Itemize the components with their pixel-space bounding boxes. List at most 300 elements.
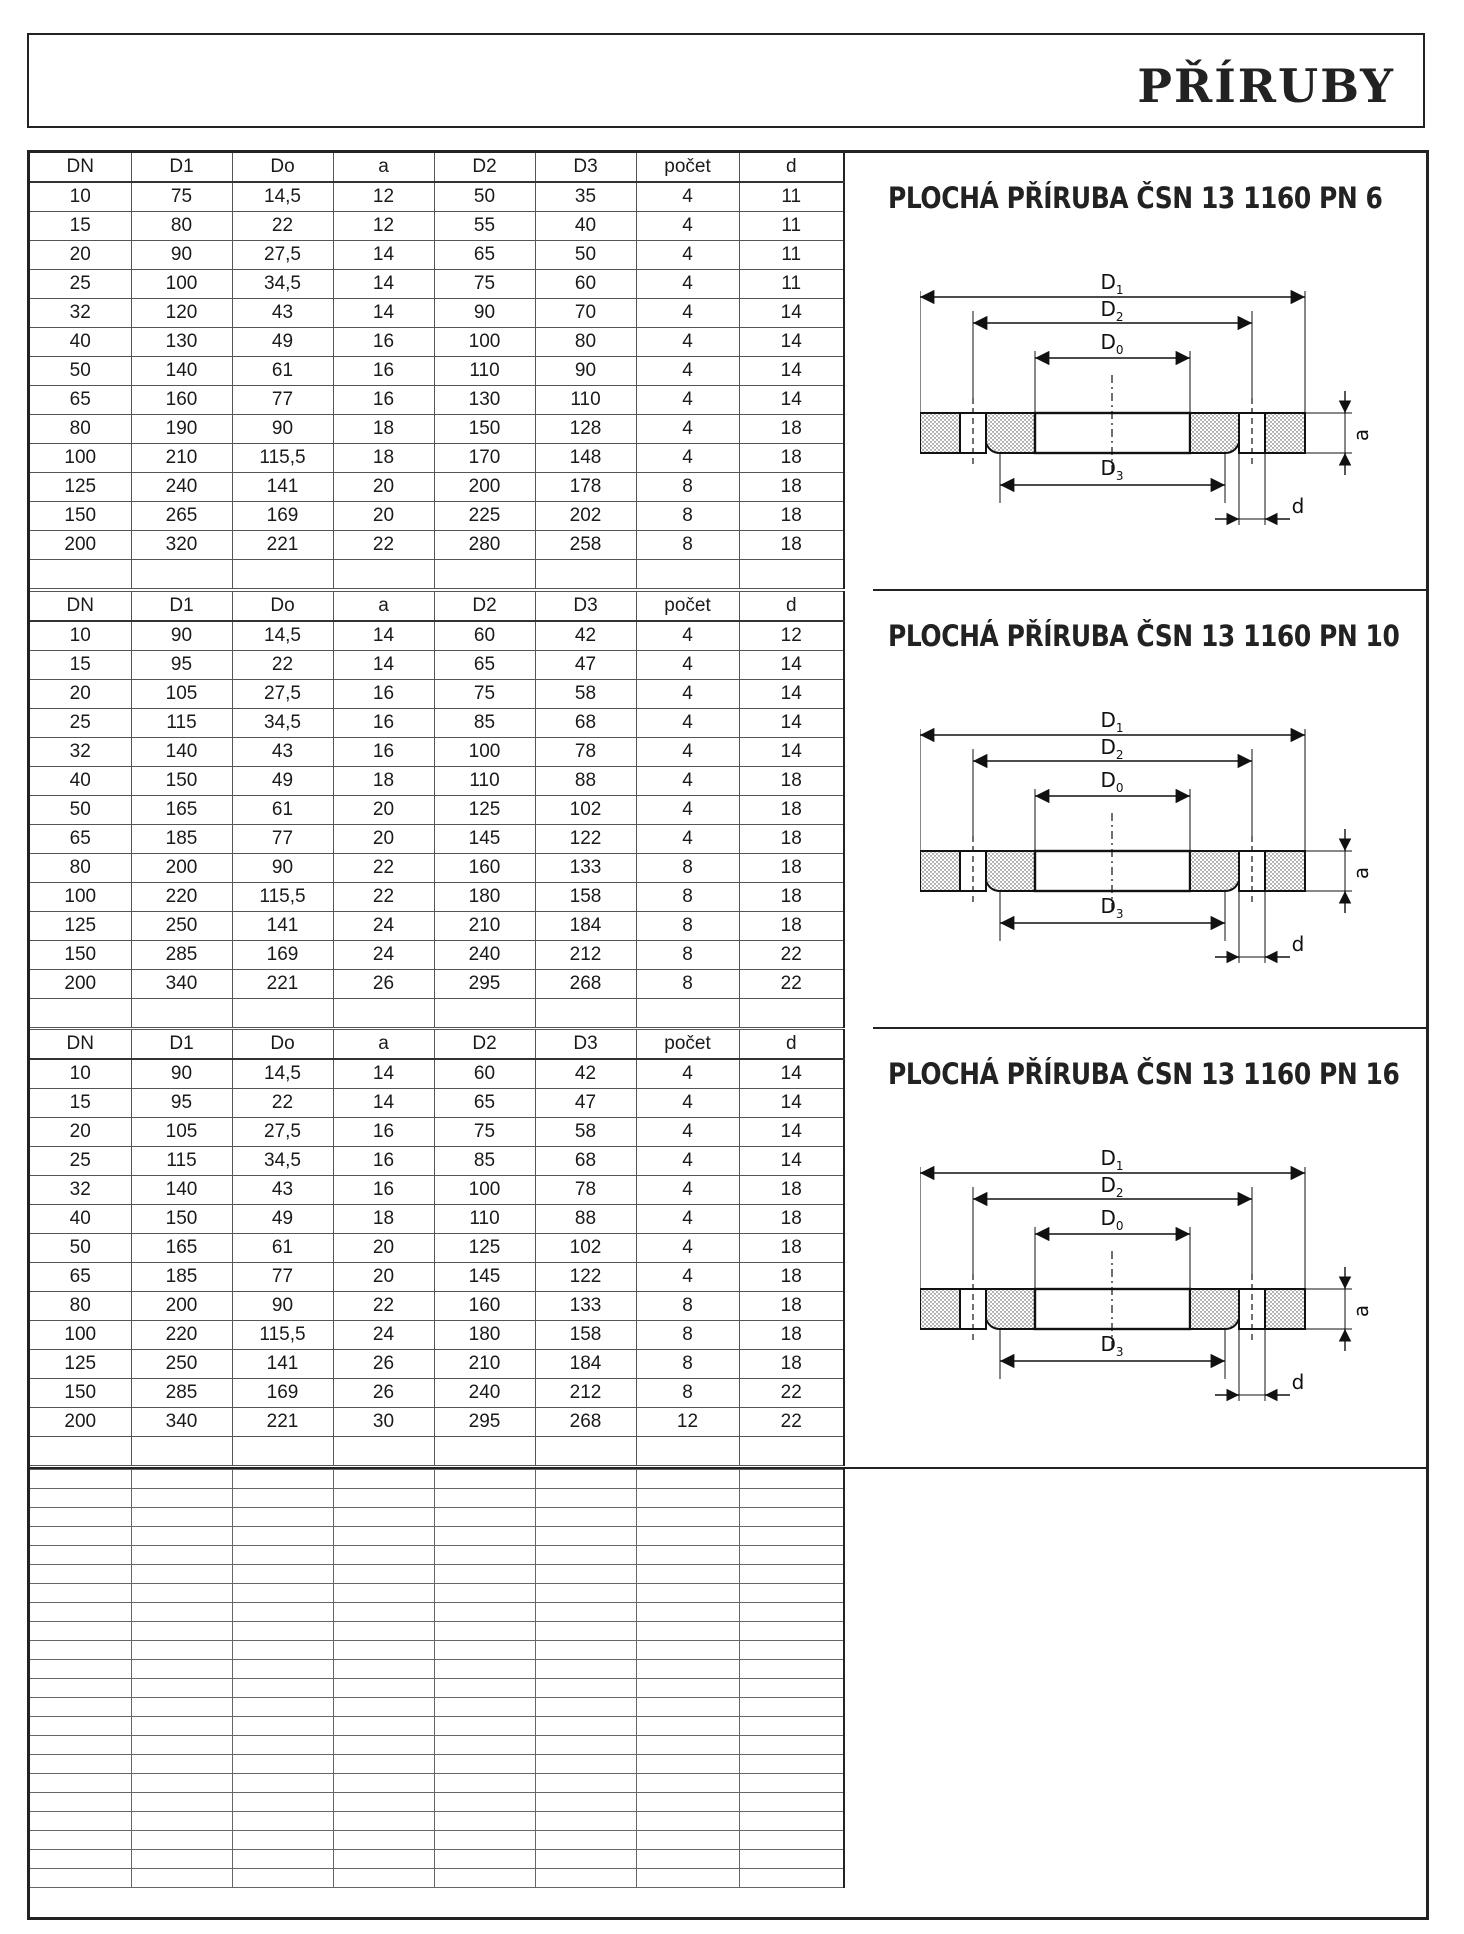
table-cell: 42	[535, 621, 636, 651]
table-cell: 22	[333, 883, 434, 912]
table-row	[30, 1059, 844, 1089]
table-cell: 141	[232, 912, 333, 941]
table-cell: 49	[232, 1205, 333, 1234]
table-cell: 30	[333, 1408, 434, 1437]
table-cell: 14	[739, 738, 844, 767]
label-d2: $D_2$	[1100, 735, 1124, 762]
table-row-empty	[30, 999, 844, 1028]
table-cell: 4	[636, 444, 739, 473]
table-row	[30, 970, 844, 999]
table-cell: 14	[739, 651, 844, 680]
table-cell: 140	[131, 738, 232, 767]
table-cell: 200	[131, 1292, 232, 1321]
blank-row	[30, 1812, 844, 1831]
table-cell: 184	[535, 912, 636, 941]
table-cell: 22	[333, 1292, 434, 1321]
table-cell: 50	[30, 357, 131, 386]
table-row	[30, 212, 844, 241]
table-cell: 125	[434, 1234, 535, 1263]
section-divider	[873, 589, 1429, 591]
table-cell: 250	[131, 1350, 232, 1379]
table-cell: 49	[232, 328, 333, 357]
table-cell: 20	[333, 825, 434, 854]
column-header: D2	[434, 592, 535, 622]
flange-hub-left	[986, 1289, 1035, 1329]
table-cell: 18	[739, 767, 844, 796]
table-cell: 184	[535, 1350, 636, 1379]
table-cell: 8	[636, 1379, 739, 1408]
table-row	[30, 912, 844, 941]
table-cell: 180	[434, 883, 535, 912]
page-title: PŘÍRUBY	[1137, 59, 1395, 113]
table-row	[30, 709, 844, 738]
label-d: d	[1291, 494, 1305, 518]
table-cell: 90	[232, 1292, 333, 1321]
table-cell: 12	[739, 621, 844, 651]
table-cell: 18	[739, 1234, 844, 1263]
table-cell: 85	[434, 709, 535, 738]
blank-table	[30, 1469, 845, 1888]
table-cell: 88	[535, 767, 636, 796]
table-header-row	[30, 1030, 844, 1060]
table-cell: 110	[434, 767, 535, 796]
table-cell: 80	[30, 1292, 131, 1321]
table-cell: 8	[636, 1350, 739, 1379]
table-cell: 80	[131, 212, 232, 241]
table-cell: 100	[30, 1321, 131, 1350]
table-cell: 110	[434, 357, 535, 386]
table-cell: 18	[333, 444, 434, 473]
table-cell: 14	[739, 709, 844, 738]
table-cell: 140	[131, 357, 232, 386]
table-cell: 169	[232, 1379, 333, 1408]
table-row	[30, 1379, 844, 1408]
label-a: a	[1349, 866, 1373, 880]
table-cell: 18	[739, 1292, 844, 1321]
table-cell: 150	[131, 767, 232, 796]
table-cell: 26	[333, 1379, 434, 1408]
table-cell: 158	[535, 883, 636, 912]
table-cell: 100	[434, 738, 535, 767]
column-header: D2	[434, 1030, 535, 1060]
table-row	[30, 328, 844, 357]
flange-title: PLOCHÁ PŘÍRUBA ČSN 13 1160 PN 6	[888, 181, 1383, 215]
table-cell: 27,5	[232, 1118, 333, 1147]
table-cell: 115	[131, 1147, 232, 1176]
blank-row	[30, 1546, 844, 1565]
table-cell: 160	[434, 1292, 535, 1321]
table-cell: 200	[131, 854, 232, 883]
table-cell: 22	[232, 1089, 333, 1118]
table-cell: 22	[739, 941, 844, 970]
table-cell: 4	[636, 182, 739, 212]
flange-hub-right	[1190, 1289, 1239, 1329]
label-d2: $D_2$	[1100, 1173, 1124, 1200]
table-cell: 14,5	[232, 621, 333, 651]
label-d3: $D_3$	[1100, 894, 1124, 921]
table-cell: 14	[333, 241, 434, 270]
table-cell: 4	[636, 1118, 739, 1147]
table-header-row	[30, 153, 844, 182]
table-cell: 47	[535, 1089, 636, 1118]
table-cell: 70	[535, 299, 636, 328]
table-cell: 122	[535, 825, 636, 854]
table-cell: 122	[535, 1263, 636, 1292]
column-header: DN	[30, 1030, 131, 1060]
table-cell: 120	[131, 299, 232, 328]
table-row	[30, 1176, 844, 1205]
table-cell: 8	[636, 502, 739, 531]
table-row	[30, 299, 844, 328]
blank-row	[30, 1831, 844, 1850]
table-cell: 42	[535, 1059, 636, 1089]
table-row	[30, 680, 844, 709]
table-cell: 16	[333, 1147, 434, 1176]
table-cell: 20	[333, 796, 434, 825]
column-header: DN	[30, 592, 131, 622]
flange-diagram	[920, 1139, 1400, 1419]
table-cell: 60	[434, 621, 535, 651]
table-cell: 14	[333, 621, 434, 651]
table-cell: 8	[636, 883, 739, 912]
table-cell: 115,5	[232, 444, 333, 473]
table-cell: 85	[434, 1147, 535, 1176]
column-header: Do	[232, 592, 333, 622]
table-cell: 285	[131, 1379, 232, 1408]
table-cell: 4	[636, 796, 739, 825]
blank-row	[30, 1584, 844, 1603]
table-row-empty	[30, 560, 844, 589]
header-box	[27, 33, 1425, 128]
table-row	[30, 883, 844, 912]
column-header: DN	[30, 153, 131, 182]
blank-row	[30, 1641, 844, 1660]
table-cell: 18	[739, 854, 844, 883]
table-row	[30, 796, 844, 825]
table-cell: 18	[739, 531, 844, 560]
table-cell: 95	[131, 1089, 232, 1118]
table-cell: 145	[434, 825, 535, 854]
table-cell: 150	[30, 502, 131, 531]
flange-hub-right	[1190, 851, 1239, 891]
table-cell: 265	[131, 502, 232, 531]
table-cell: 10	[30, 1059, 131, 1089]
table-row	[30, 473, 844, 502]
table-cell: 18	[333, 767, 434, 796]
table-cell: 180	[434, 1321, 535, 1350]
table-row	[30, 1147, 844, 1176]
table-cell: 133	[535, 1292, 636, 1321]
table-cell: 4	[636, 328, 739, 357]
table-cell: 8	[636, 531, 739, 560]
table-cell: 202	[535, 502, 636, 531]
table-cell: 43	[232, 738, 333, 767]
table-cell: 50	[30, 796, 131, 825]
table-cell: 43	[232, 1176, 333, 1205]
table-cell: 90	[131, 241, 232, 270]
label-a: a	[1349, 1304, 1373, 1318]
table-cell: 4	[636, 651, 739, 680]
table-row	[30, 357, 844, 386]
table-cell: 169	[232, 502, 333, 531]
table-cell: 34,5	[232, 709, 333, 738]
table-cell: 14	[739, 680, 844, 709]
flange-diagram	[920, 701, 1400, 981]
table-cell: 65	[30, 386, 131, 415]
table-cell: 4	[636, 1263, 739, 1292]
table-cell: 40	[30, 767, 131, 796]
table-cell: 16	[333, 1176, 434, 1205]
column-header: počet	[636, 592, 739, 622]
table-row	[30, 1118, 844, 1147]
table-cell: 4	[636, 1176, 739, 1205]
table-cell: 20	[333, 502, 434, 531]
table-cell: 34,5	[232, 1147, 333, 1176]
table-cell: 4	[636, 212, 739, 241]
table-cell: 240	[434, 1379, 535, 1408]
table-cell: 110	[535, 386, 636, 415]
table-cell: 65	[434, 651, 535, 680]
table-cell: 125	[30, 912, 131, 941]
table-cell: 210	[434, 1350, 535, 1379]
blank-row	[30, 1717, 844, 1736]
table-cell: 105	[131, 680, 232, 709]
table-cell: 18	[739, 1176, 844, 1205]
table-row	[30, 738, 844, 767]
table-cell: 75	[434, 270, 535, 299]
table-row	[30, 1408, 844, 1437]
column-header: d	[739, 592, 844, 622]
table-cell: 12	[333, 182, 434, 212]
blank-row	[30, 1565, 844, 1584]
table-cell: 125	[434, 796, 535, 825]
table-cell: 25	[30, 709, 131, 738]
table-cell: 200	[434, 473, 535, 502]
label-d1: $D_1$	[1100, 708, 1124, 735]
table-cell: 200	[30, 970, 131, 999]
table-cell: 169	[232, 941, 333, 970]
table-cell: 14,5	[232, 1059, 333, 1089]
table-cell: 18	[739, 1263, 844, 1292]
table-row	[30, 1089, 844, 1118]
table-cell: 268	[535, 1408, 636, 1437]
table-cell: 4	[636, 1234, 739, 1263]
flange-ring-right	[1265, 1289, 1305, 1329]
table-cell: 210	[434, 912, 535, 941]
column-header: počet	[636, 153, 739, 182]
blank-row	[30, 1679, 844, 1698]
table-cell: 8	[636, 941, 739, 970]
blank-row	[30, 1527, 844, 1546]
table-cell: 80	[535, 328, 636, 357]
table-cell: 258	[535, 531, 636, 560]
flange-title: PLOCHÁ PŘÍRUBA ČSN 13 1160 PN 10	[888, 619, 1400, 653]
table-row	[30, 854, 844, 883]
table-cell: 14	[333, 270, 434, 299]
table-cell: 4	[636, 738, 739, 767]
table-cell: 221	[232, 531, 333, 560]
table-cell: 32	[30, 299, 131, 328]
table-cell: 4	[636, 709, 739, 738]
table-cell: 8	[636, 970, 739, 999]
table-row	[30, 941, 844, 970]
table-cell: 20	[30, 241, 131, 270]
blank-row	[30, 1660, 844, 1679]
table-cell: 4	[636, 357, 739, 386]
table-cell: 14	[739, 1089, 844, 1118]
table-cell: 100	[30, 444, 131, 473]
table-cell: 15	[30, 212, 131, 241]
main-frame	[27, 150, 1429, 1920]
table-cell: 14	[739, 1118, 844, 1147]
table-cell: 8	[636, 854, 739, 883]
table-cell: 240	[434, 941, 535, 970]
table-cell: 16	[333, 1118, 434, 1147]
flange-ring-left	[920, 851, 960, 891]
label-d3: $D_3$	[1100, 1332, 1124, 1359]
table-cell: 14	[333, 299, 434, 328]
table-cell: 141	[232, 473, 333, 502]
table-cell: 27,5	[232, 680, 333, 709]
table-cell: 43	[232, 299, 333, 328]
table-cell: 12	[636, 1408, 739, 1437]
table-cell: 115,5	[232, 1321, 333, 1350]
table-cell: 47	[535, 651, 636, 680]
label-a: a	[1349, 428, 1373, 442]
blank-row	[30, 1470, 844, 1489]
flange-hub-right	[1190, 413, 1239, 453]
table-row	[30, 1234, 844, 1263]
table-cell: 14	[739, 299, 844, 328]
blank-row	[30, 1489, 844, 1508]
table-cell: 18	[739, 1350, 844, 1379]
table-cell: 18	[739, 502, 844, 531]
table-row	[30, 270, 844, 299]
table-row	[30, 531, 844, 560]
table-cell: 50	[434, 182, 535, 212]
table-cell: 340	[131, 970, 232, 999]
table-cell: 90	[232, 415, 333, 444]
table-cell: 50	[30, 1234, 131, 1263]
table-cell: 200	[30, 531, 131, 560]
table-cell: 4	[636, 1089, 739, 1118]
flange-ring-right	[1265, 851, 1305, 891]
table-cell: 26	[333, 970, 434, 999]
table-cell: 61	[232, 796, 333, 825]
table-cell: 15	[30, 651, 131, 680]
table-cell: 18	[739, 912, 844, 941]
table-cell: 100	[131, 270, 232, 299]
blank-row	[30, 1850, 844, 1869]
table-cell: 190	[131, 415, 232, 444]
table-cell: 212	[535, 1379, 636, 1408]
flange-diagram	[920, 263, 1400, 543]
table-cell: 225	[434, 502, 535, 531]
table-cell: 78	[535, 738, 636, 767]
table-cell: 78	[535, 1176, 636, 1205]
flange-table	[30, 591, 845, 1028]
column-header: D1	[131, 153, 232, 182]
table-cell: 60	[535, 270, 636, 299]
table-cell: 220	[131, 1321, 232, 1350]
table-cell: 4	[636, 1205, 739, 1234]
table-cell: 35	[535, 182, 636, 212]
flange-ring-right	[1265, 413, 1305, 453]
table-cell: 25	[30, 1147, 131, 1176]
table-cell: 295	[434, 970, 535, 999]
table-cell: 16	[333, 738, 434, 767]
table-cell: 18	[739, 1205, 844, 1234]
table-cell: 220	[131, 883, 232, 912]
table-cell: 141	[232, 1350, 333, 1379]
label-d: d	[1291, 1370, 1305, 1394]
flange-hub-left	[986, 413, 1035, 453]
table-cell: 61	[232, 357, 333, 386]
column-header: D2	[434, 153, 535, 182]
table-cell: 22	[232, 651, 333, 680]
table-cell: 90	[131, 1059, 232, 1089]
table-cell: 80	[30, 415, 131, 444]
table-cell: 125	[30, 473, 131, 502]
column-header: d	[739, 1030, 844, 1060]
table-cell: 88	[535, 1205, 636, 1234]
table-cell: 22	[333, 854, 434, 883]
blank-row	[30, 1793, 844, 1812]
table-row	[30, 621, 844, 651]
table-cell: 10	[30, 182, 131, 212]
column-header: Do	[232, 153, 333, 182]
blank-row	[30, 1869, 844, 1888]
table-cell: 8	[636, 1321, 739, 1350]
table-cell: 27,5	[232, 241, 333, 270]
table-cell: 16	[333, 328, 434, 357]
table-cell: 268	[535, 970, 636, 999]
column-header: a	[333, 1030, 434, 1060]
table-cell: 4	[636, 241, 739, 270]
column-header: d	[739, 153, 844, 182]
table-cell: 49	[232, 767, 333, 796]
table-cell: 140	[131, 1176, 232, 1205]
table-cell: 20	[333, 1234, 434, 1263]
table-cell: 16	[333, 386, 434, 415]
table-cell: 100	[434, 328, 535, 357]
blank-row	[30, 1603, 844, 1622]
blank-row	[30, 1755, 844, 1774]
table-cell: 4	[636, 1147, 739, 1176]
table-cell: 20	[30, 680, 131, 709]
table-cell: 14	[739, 1147, 844, 1176]
column-header: D3	[535, 1030, 636, 1060]
table-cell: 340	[131, 1408, 232, 1437]
table-cell: 4	[636, 621, 739, 651]
table-cell: 158	[535, 1321, 636, 1350]
table-cell: 24	[333, 912, 434, 941]
table-cell: 18	[333, 415, 434, 444]
table-cell: 165	[131, 1234, 232, 1263]
label-d1: $D_1$	[1100, 270, 1124, 297]
table-cell: 22	[232, 212, 333, 241]
table-cell: 285	[131, 941, 232, 970]
table-cell: 250	[131, 912, 232, 941]
table-cell: 14	[739, 386, 844, 415]
column-header: a	[333, 153, 434, 182]
table-cell: 65	[30, 1263, 131, 1292]
table-header-row	[30, 592, 844, 622]
table-cell: 150	[434, 415, 535, 444]
table-cell: 100	[434, 1176, 535, 1205]
table-cell: 18	[333, 1205, 434, 1234]
table-cell: 60	[434, 1059, 535, 1089]
